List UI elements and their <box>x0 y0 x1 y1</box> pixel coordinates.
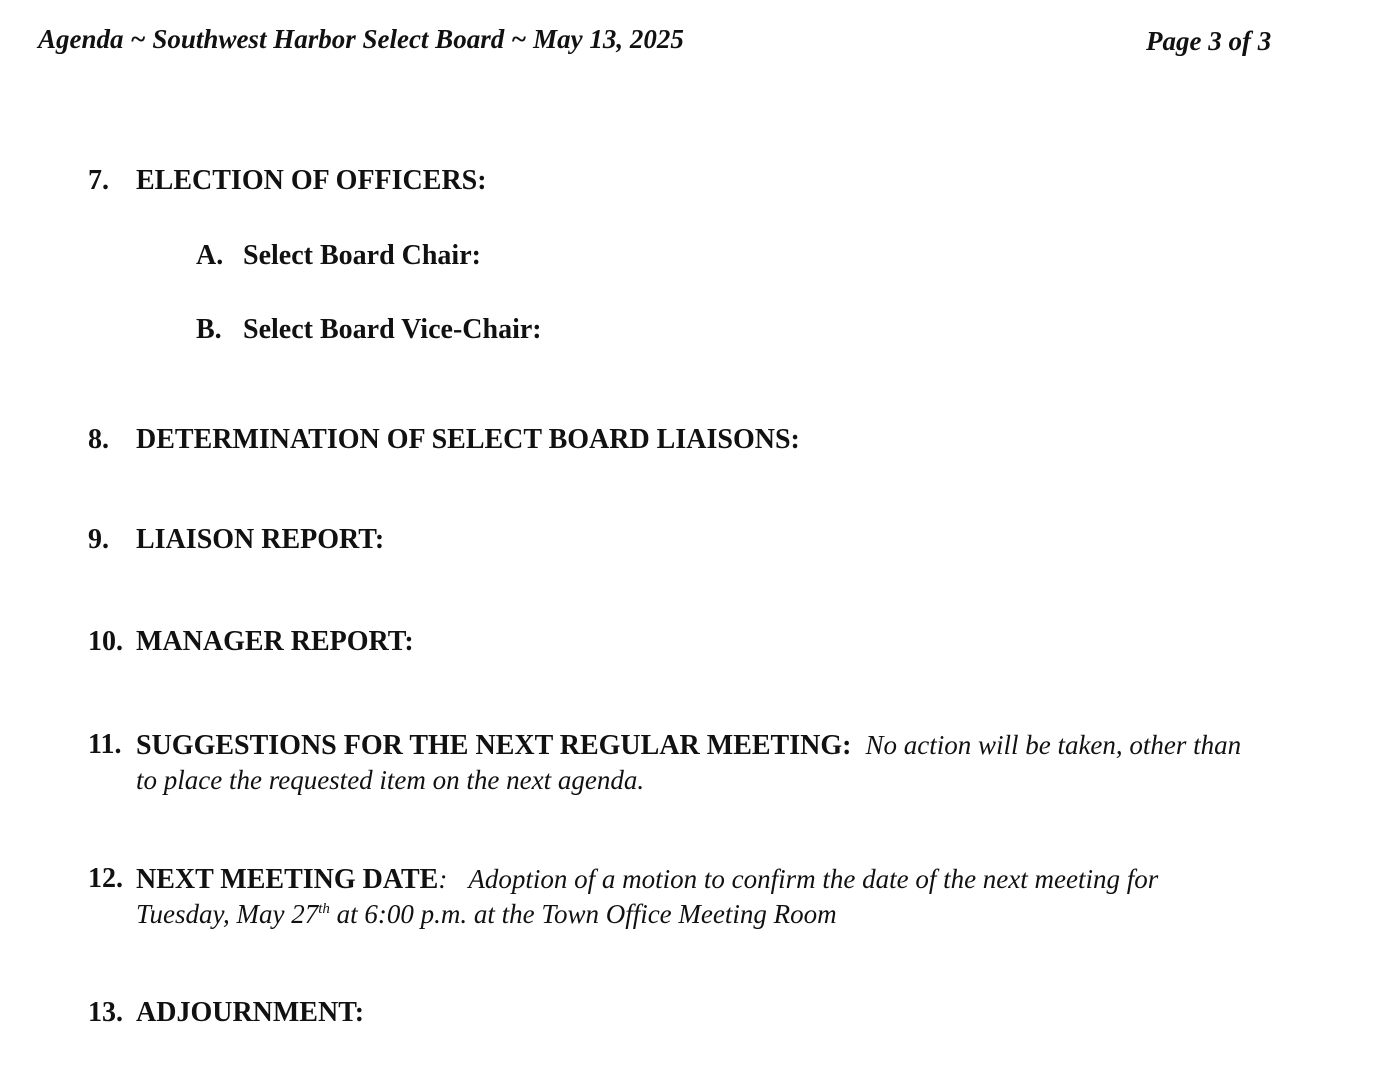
item-number: 10. <box>88 626 123 657</box>
subitem-letter: B. <box>196 314 222 345</box>
item-heading: NEXT MEETING DATE <box>136 864 439 895</box>
item-description: Adoption of a motion to confirm the date of the next meeting for Tuesday, May 27th at 6:00 p.m. at the Town Office Meeting Room <box>136 864 1159 929</box>
agenda-subitem-7a <box>196 239 481 273</box>
item-number: 12. <box>88 863 123 894</box>
item-heading: ELECTION OF OFFICERS: <box>136 165 487 196</box>
subitem-label: Select Board Chair: <box>243 240 481 271</box>
item-number: 8. <box>88 424 109 455</box>
subitem-label: Select Board Vice-Chair: <box>243 314 542 345</box>
agenda-item-8 <box>88 423 1288 457</box>
agenda-item-9 <box>88 523 1288 557</box>
item-heading: LIAISON REPORT: <box>136 524 385 555</box>
item-number: 11. <box>88 729 122 760</box>
item-number: 9. <box>88 524 109 555</box>
header-title: Agenda ~ Southwest Harbor Select Board ~ May 13, 2025 <box>38 24 684 54</box>
agenda-item-7 <box>88 164 1288 198</box>
item-number: 7. <box>88 165 109 196</box>
item-number: 13. <box>88 997 123 1028</box>
item-heading: ADJOURNMENT: <box>136 997 365 1028</box>
item-heading: SUGGESTIONS FOR THE NEXT REGULAR MEETING: <box>136 730 852 761</box>
heading-colon: : <box>438 864 448 894</box>
agenda-item-10 <box>88 625 1288 659</box>
agenda-subitem-7b <box>196 313 542 347</box>
ordinal-suffix: th <box>318 901 330 917</box>
subitem-letter: A. <box>196 240 224 271</box>
agenda-item-13 <box>88 996 1288 1030</box>
item-heading: DETERMINATION OF SELECT BOARD LIAISONS: <box>136 424 800 455</box>
agenda-item-11 <box>88 728 1258 798</box>
agenda-item-12 <box>88 862 1258 932</box>
item-description: No action will be taken, other than to place the requested item on the next agenda. <box>136 730 1242 795</box>
page-number: Page 3 of 3 <box>1146 26 1272 56</box>
item-heading: MANAGER REPORT: <box>136 626 414 657</box>
